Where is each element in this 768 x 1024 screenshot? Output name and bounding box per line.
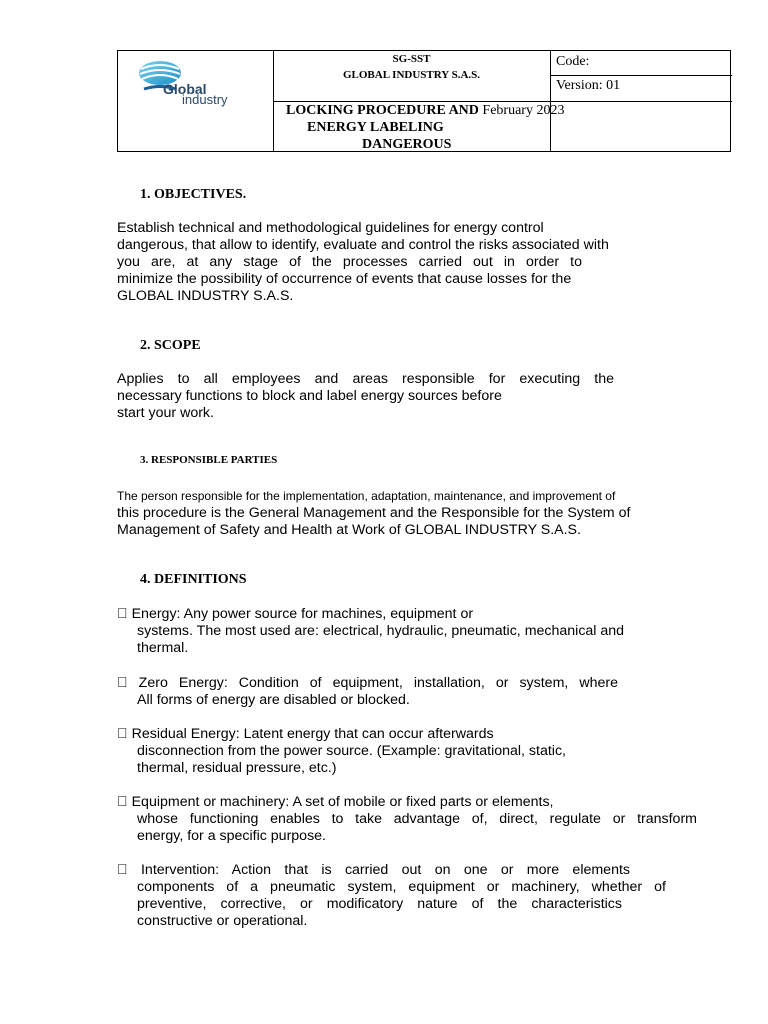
text-line: Management of Safety and Health at Work of GLOBAL INDUSTRY S.A.S. (117, 522, 581, 538)
logo-wordmark-sub: industry (182, 92, 228, 107)
section-scope-body (117, 371, 614, 422)
section-objectives-body (117, 220, 609, 305)
definition-lead: Equipment or machinery: A set of mobile or fixed parts or elements, (117, 794, 539, 810)
text-line: constructive or operational. (137, 913, 308, 929)
text-line: GLOBAL INDUSTRY S.A.S. (117, 288, 294, 304)
header-title-bold: LOCKING PROCEDURE AND (286, 103, 479, 118)
definition-zero-energy (117, 675, 618, 709)
text-line: Establish technical and methodological guidelines for energy control (117, 220, 544, 236)
header-divider (273, 101, 550, 102)
header-divider (550, 75, 732, 76)
header-version: Version: 01 (556, 78, 621, 93)
text-line: disconnection from the power source. (Example: gravitational, static, (137, 743, 566, 759)
section-responsible-body (117, 505, 630, 539)
text-line: energy, for a specific purpose. (137, 828, 327, 844)
text-line: systems. The most used are: electrical, hydraulic, pneumatic, mechanical and (137, 623, 625, 639)
text-line: this procedure is the General Management and the Responsible for the System of (117, 505, 631, 521)
section-responsible-small-line: The person responsible for the implementation, adaptation, maintenance, and improvement of (117, 489, 616, 503)
header-title-line2: ENERGY LABELING (307, 120, 444, 135)
bullet-glyph (117, 862, 128, 878)
document-header-table (117, 50, 731, 152)
bullet-glyph (117, 675, 128, 691)
text-line: minimize the possibility of occurrence of events that cause losses for the (117, 271, 572, 287)
text-line: components of a pneumatic system, equipment or machinery, whether of (137, 879, 666, 895)
header-code: Code: (556, 54, 590, 69)
definition-lead: Zero Energy: Condition of equipment, installation, or system, where (117, 675, 618, 691)
text-line: Applies to all employees and areas responsible for executing the (117, 371, 614, 387)
header-company: GLOBAL INDUSTRY S.A.S. (342, 69, 481, 81)
definition-intervention (117, 862, 666, 930)
definition-residual-energy (117, 726, 566, 777)
bullet-glyph (117, 794, 128, 810)
section-objectives-title: 1. OBJECTIVES. (140, 187, 247, 202)
definition-lead: Energy: Any power source for machines, equipment or (117, 606, 459, 622)
text-line: necessary functions to block and label energy sources before (117, 388, 502, 404)
section-responsible-title: 3. RESPONSIBLE PARTIES (140, 454, 278, 466)
text-line: whose functioning enables to take advantage of, direct, regulate or transform (137, 811, 697, 827)
header-date: February 2023 (482, 103, 565, 118)
bullet-glyph (117, 606, 128, 622)
definition-energy (117, 606, 624, 657)
text-line: start your work. (117, 405, 214, 421)
text-line: thermal. (137, 640, 189, 656)
text-line: dangerous, that allow to identify, evaluate and control the risks associated with (117, 237, 609, 253)
text-line: All forms of energy are disabled or blocked. (137, 692, 410, 708)
logo-wordmark: Global (163, 81, 207, 97)
text-line: you are, at any stage of the processes carried out in order to (117, 254, 582, 270)
section-definitions-title: 4. DEFINITIONS (140, 572, 247, 587)
definition-lead: Intervention: Action that is carried out on one or more elements (117, 862, 630, 878)
header-divider (550, 101, 732, 102)
definition-lead: Residual Energy: Latent energy that can occur afterwards (117, 726, 479, 742)
text-line: thermal, residual pressure, etc.) (137, 760, 337, 776)
definition-equipment (117, 794, 697, 845)
header-title-line1 (286, 103, 564, 119)
bullet-glyph (117, 726, 128, 742)
section-scope-title: 2. SCOPE (140, 338, 201, 353)
text-line: preventive, corrective, or modificatory nature of the characteristics (137, 896, 622, 912)
header-title-line3: DANGEROUS (362, 137, 452, 152)
header-system: SG-SST (392, 53, 431, 65)
